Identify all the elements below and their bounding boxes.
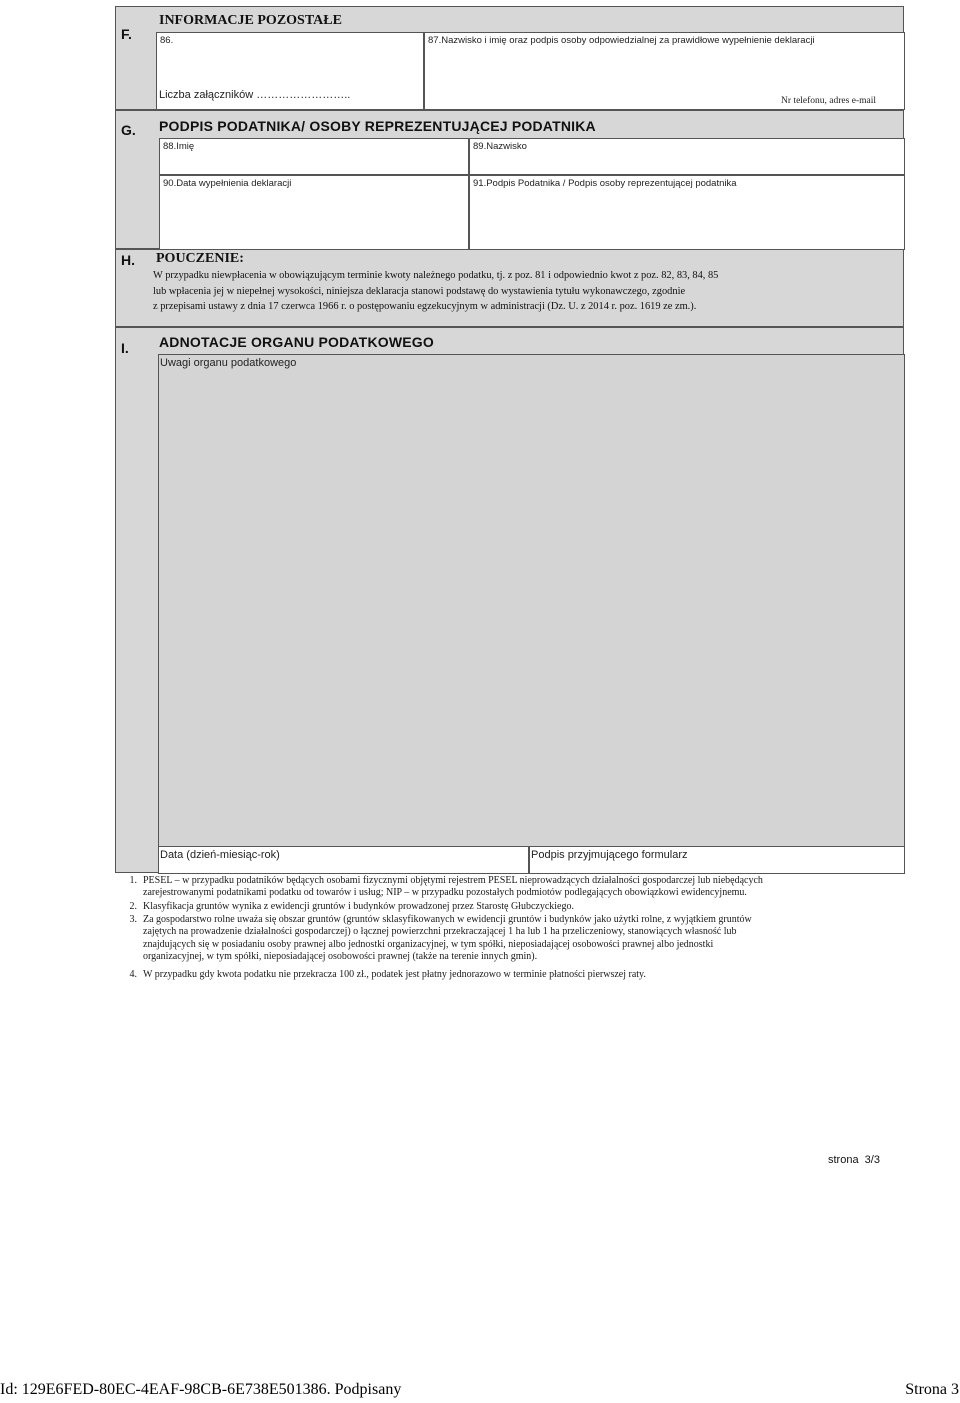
date-field[interactable]	[158, 846, 529, 874]
instruction-line: W przypadku niewpłacenia w obowiązującym terminie kwoty należnego podatku, tj. z poz. 81 i odpowiednio kwot z poz. 82, 83, 84, 85	[153, 270, 719, 281]
field-90-box[interactable]	[159, 175, 469, 250]
footnote-line: organizacyjnej, w tym spółki, nieposiadającej osobowości prawnej (także na terenie innych gmin).	[143, 951, 538, 963]
section-h-letter: H.	[121, 252, 135, 268]
footnote-number: 1.	[129, 875, 137, 886]
section-i-letter: I.	[121, 340, 129, 356]
section-g	[115, 110, 904, 249]
signature-label: Podpis przyjmującego formularz	[531, 849, 688, 861]
document-id: Id: 129E6FED-80EC-4EAF-98CB-6E738E501386. Podpisany	[0, 1381, 402, 1398]
footnote-line: znajdujących się w posiadaniu osoby prawnej albo jednostki organizacyjnej, w tym spółki, nieposiadającej osobowości prawnej albo jednostki	[143, 938, 714, 950]
section-h	[115, 249, 904, 327]
field-86-label: 86.	[160, 35, 174, 46]
instruction-line: z przepisami ustawy z dnia 17 czerwca 1966 r. o postępowaniu egzekucyjnym w administracji (Dz. U. z 2014 r. poz. 1619 ze zm.).	[153, 301, 697, 313]
section-f	[115, 6, 904, 110]
attachments-count-label: Liczba załączników ……………………..	[159, 89, 351, 101]
field-90-label: 90.Data wypełnienia deklaracji	[163, 178, 292, 189]
remarks-box[interactable]	[158, 354, 905, 847]
footnote-line: PESEL – w przypadku podatników będących osobami fizycznymi objętymi rejestrem PESEL nieprowadzących działalności gospodarczej lub niebędących	[143, 875, 763, 886]
footer-page: Strona 3	[905, 1381, 959, 1398]
section-i	[115, 327, 904, 873]
section-f-title: INFORMACJE POZOSTAŁE	[159, 13, 342, 28]
date-label: Data (dzień-miesiąc-rok)	[160, 849, 280, 861]
field-89-box[interactable]	[469, 138, 905, 175]
footnote-number: 2.	[129, 901, 137, 912]
section-g-title: PODPIS PODATNIKA/ OSOBY REPREZENTUJĄCEJ PODATNIKA	[159, 118, 596, 134]
field-88-label: 88.Imię	[163, 141, 195, 152]
footnotes	[107, 875, 897, 987]
field-87-label: 87.Nazwisko i imię oraz podpis osoby odpowiedzialnej za prawidłowe wypełnienie deklaracji	[428, 35, 815, 46]
footnote-line: Klasyfikacja gruntów wynika z ewidencji gruntów i budynków prowadzonej przez Starostę Głubczyckiego.	[143, 901, 574, 912]
remarks-label: Uwagi organu podatkowego	[160, 357, 297, 369]
field-88-box[interactable]	[159, 138, 469, 175]
footnote-line: zajętych na prowadzenie działalności gospodarczej) o łącznej powierzchni przekraczającej 1 ha lub 1 ha przeliczeniowy, stanowiących własność lub	[143, 926, 737, 938]
field-87-box[interactable]	[424, 32, 905, 110]
field-91-label: 91.Podpis Podatnika / Podpis osoby reprezentującej podatnika	[473, 178, 737, 189]
field-91-box[interactable]	[469, 175, 905, 250]
footnote-number: 4.	[129, 969, 137, 980]
signature-field[interactable]	[529, 846, 905, 874]
page-number: strona 3/3	[828, 1154, 880, 1166]
footnote-line: zarejestrowanymi podatnikami podatku od towarów i usług; NIP – w przypadku pozostałych podmiotów podlegających obowiązkowi ewidencyjnemu.	[143, 887, 747, 899]
field-89-label: 89.Nazwisko	[473, 141, 527, 152]
section-i-title: ADNOTACJE ORGANU PODATKOWEGO	[159, 334, 434, 350]
section-f-letter: F.	[121, 26, 132, 42]
section-g-letter: G.	[121, 122, 136, 138]
footnote-number: 3.	[129, 914, 137, 925]
instruction-line: lub wpłacenia jej w niepełnej wysokości, niniejsza deklaracja stanowi podstawę do wystawienia tytułu wykonawczego, zgodnie	[153, 285, 686, 297]
footnote-line: W przypadku gdy kwota podatku nie przekracza 100 zł., podatek jest płatny jednorazowo w terminie płatności pierwszej raty.	[143, 969, 646, 980]
instruction-text	[153, 268, 898, 315]
contact-label: Nr telefonu, adres e-mail	[781, 96, 876, 106]
field-86-box[interactable]	[156, 32, 424, 110]
section-h-title: POUCZENIE:	[156, 251, 244, 266]
footnote-line: Za gospodarstwo rolne uważa się obszar gruntów (gruntów sklasyfikowanych w ewidencji gruntów i budynków jako użytki rolne, z wyjątkiem gruntów	[143, 914, 752, 925]
